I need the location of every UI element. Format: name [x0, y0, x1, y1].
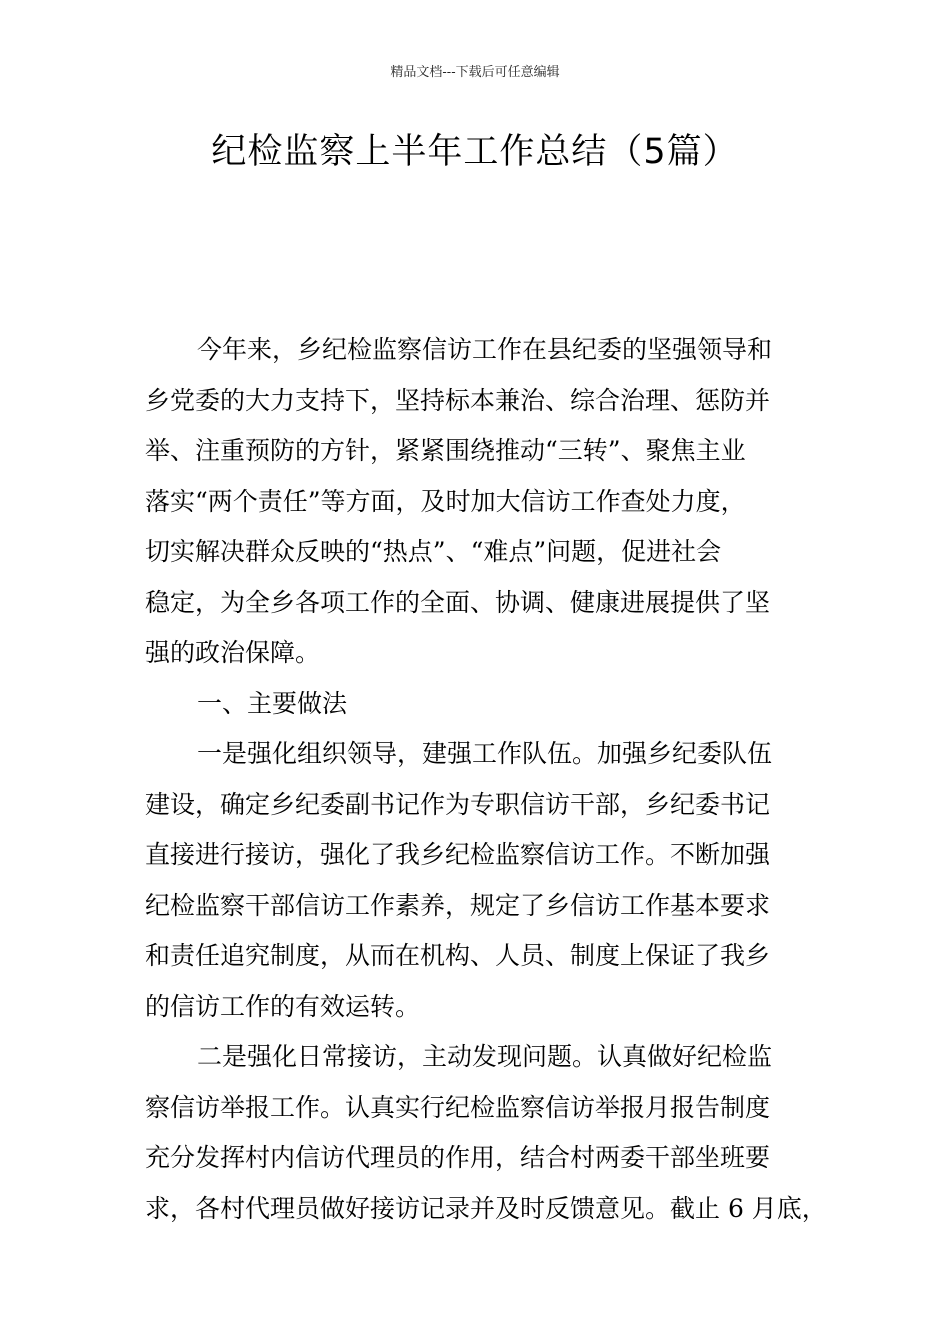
paragraph	[145, 729, 815, 1032]
paragraph-line: 举、注重预防的方针，紧紧围绕推动“三转”、聚焦主业	[145, 436, 746, 465]
paragraph	[145, 1032, 827, 1234]
paragraph-line: 和责任追究制度，从而在机构、人员、制度上保证了我乡	[145, 941, 771, 970]
paragraph-line: 强的政治保障。	[145, 638, 321, 667]
document-body	[145, 325, 827, 1234]
paragraph-line: 落实“两个责任”等方面，及时加大信访工作查处力度，	[145, 486, 746, 516]
paragraph-line: 求，各村代理员做好接访记录并及时反馈意见。截止 6 月底，	[145, 1193, 827, 1223]
paragraph-line: 二是强化日常接访，主动发现问题。认真做好纪检监	[197, 1042, 773, 1071]
paragraph-line: 建设，确定乡纪委副书记作为专职信访干部，乡纪委书记	[145, 789, 771, 819]
paragraph-line: 乡党委的大力支持下，坚持标本兼治、综合治理、惩防并	[145, 385, 771, 415]
header-note: 精品文档---下载后可任意编辑	[390, 65, 560, 80]
paragraph-line: 一、主要做法	[197, 688, 348, 718]
document-title: 纪检监察上半年工作总结（5篇）	[211, 132, 739, 172]
paragraph-line: 察信访举报工作。认真实行纪检监察信访举报月报告制度	[145, 1092, 771, 1122]
paragraph-line: 一是强化组织领导，建强工作队伍。加强乡纪委队伍	[197, 739, 773, 768]
paragraph-line: 稳定，为全乡各项工作的全面、协调、健康进展提供了坚	[145, 587, 771, 617]
paragraph-line: 的信访工作的有效运转。	[145, 991, 421, 1021]
paragraph	[145, 679, 815, 730]
paragraph-line: 直接进行接访，强化了我乡纪检监察信访工作。不断加强	[145, 840, 771, 869]
paragraph-line: 充分发挥村内信访代理员的作用，结合村两委干部坐班要	[145, 1143, 771, 1172]
paragraph	[145, 325, 815, 679]
paragraph-line: 今年来，乡纪检监察信访工作在县纪委的坚强领导和	[197, 335, 773, 364]
paragraph-line: 纪检监察干部信访工作素养，规定了乡信访工作基本要求	[145, 890, 771, 920]
paragraph-line: 切实解决群众反映的“热点”、“难点”问题，促进社会	[145, 537, 722, 566]
